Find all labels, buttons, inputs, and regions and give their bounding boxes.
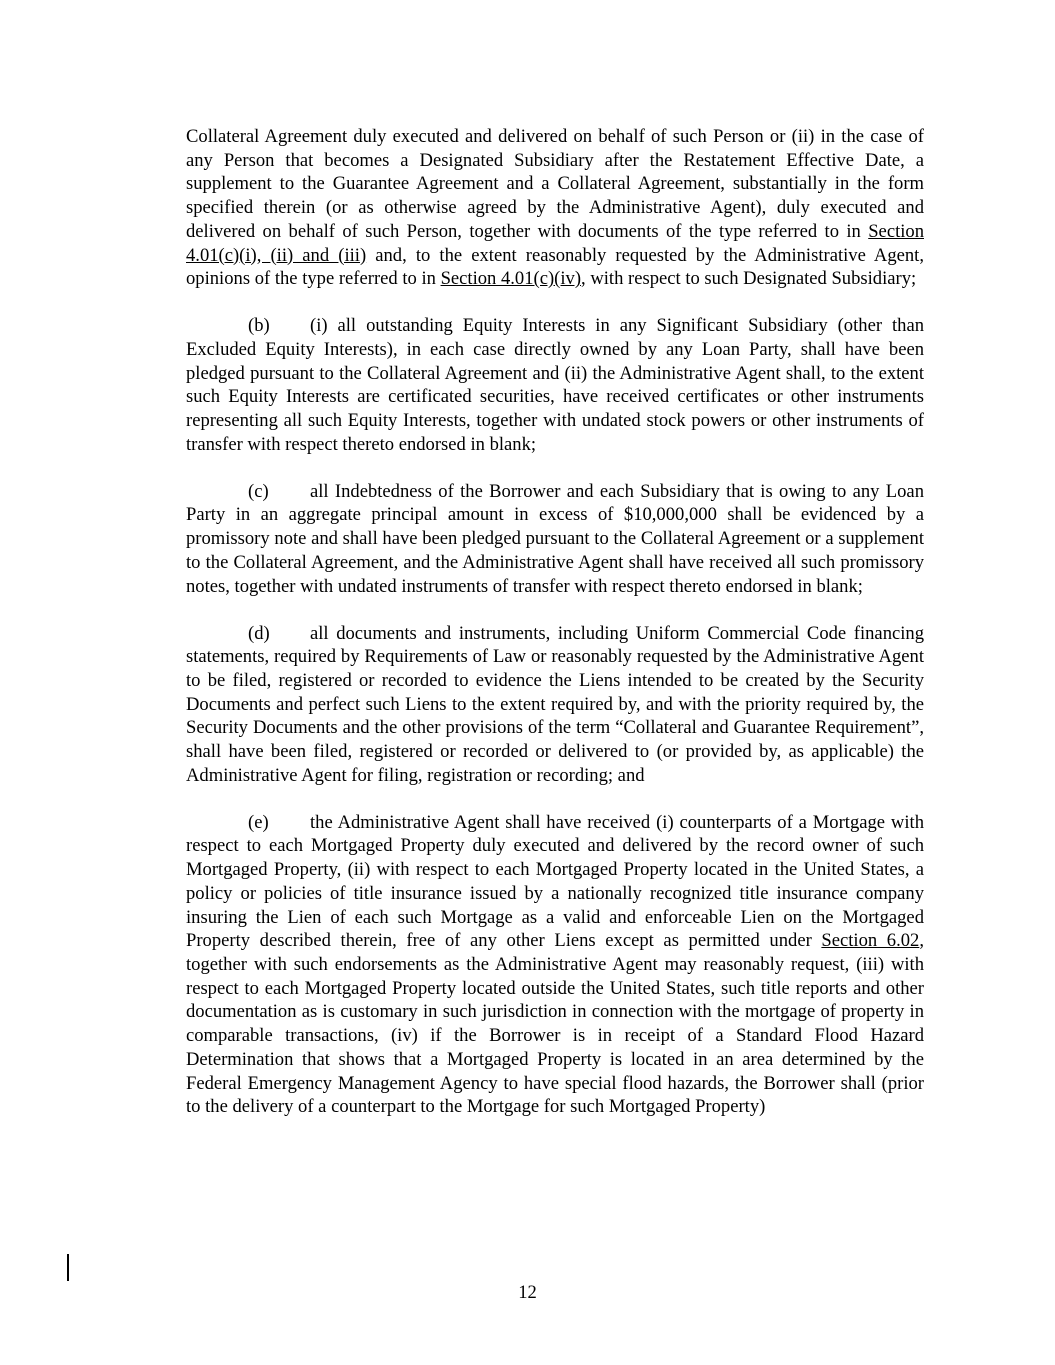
clause-paragraph — [186, 811, 924, 1119]
clause-label: (c) — [248, 480, 269, 502]
section-reference: Section 6.02 — [821, 930, 920, 952]
paragraph-text: (i) all outstanding Equity Interests in any Significant Subsidiary (other than Excluded Equity Interests), in each case directly owned by any Loan Party, shall have been pledged pursuant to the Collateral Agreement and (ii) the Administrative Agent shall, to the extent such Equity Interests are certificated securities, have received certificates or other instruments representing all such Equity Interests, together with undated stock powers or other instruments of transfer with respect thereto endorsed in blank; — [186, 315, 924, 455]
continuation-paragraph — [186, 125, 924, 291]
paragraph-text: , with respect to such Designated Subsidiary; — [581, 268, 917, 290]
body-text — [186, 125, 924, 1119]
paragraph-text: all Indebtedness of the Borrower and each Subsidiary that is owing to any Loan Party in an aggregate principal amount in excess of $10,000,000 shall be evidenced by a promissory note and shall have been pledged pursuant to the Collateral Agreement or a supplement to the Collateral Agreement, and the Administrative Agent shall have received all such promissory notes, together with undated instruments of transfer with respect thereto endorsed in blank; — [186, 480, 924, 597]
section-reference: Section 4.01(c)(i), (ii) and (iii) — [186, 220, 924, 266]
clause-label: (b) — [248, 315, 270, 337]
paragraph-text: Collateral Agreement duly executed and delivered on behalf of such Person or (ii) in the case of any Person that becomes a Designated Subsidiary after the Restatement Effective Date, a supplement to the Guarantee Agreement and a Collateral Agreement, substantially in the form specified therein (or as otherwise agreed by the Administrative Agent), duly executed and delivered on behalf of such Person, together with documents of the type referred to in — [186, 126, 924, 242]
clause-paragraph — [186, 622, 924, 788]
revision-change-bar — [67, 1254, 69, 1281]
paragraph-text: , together with such endorsements as the Administrative Agent may reasonably request, (iii) with respect to each Mortgaged Property located outside the United States, such title reports and other documentation as is customary in such jurisdiction in connection with the mortgage of property in comparable transactions, (iv) if the Borrower is in receipt of a Standard Flood Hazard Determination that shows that a Mortgaged Property is located in an area determined by the Federal Emergency Management Agency to have special flood hazards, the Borrower shall (prior to the delivery of a counterpart to the Mortgage for such Mortgaged Property) — [186, 930, 924, 1118]
clause-label: (e) — [248, 811, 269, 833]
paragraph-text: all documents and instruments, including Uniform Commercial Code financing statements, required by Requirements of Law or reasonably requested by the Administrative Agent to be filed, registered or recorded to evidence the Liens intended to be created by the Security Documents and perfect such Liens to the extent required by, and with the priority required by, the Security Documents and the other provisions of the term “Collateral and Guarantee Requirement”, shall have been filed, registered or recorded or delivered to (or provided by, as applicable) the Administrative Agent for filing, registration or recording; and — [186, 622, 924, 786]
paragraph-text: the Administrative Agent shall have received (i) counterparts of a Mortgage with respect to each Mortgaged Property duly executed and delivered by the record owner of such Mortgaged Property, (ii) with respect to each Mortgaged Property located in the United States, a policy or policies of title insurance issued by a nationally recognized title insurance company insuring the Lien of each such Mortgage as a valid and enforceable Lien on the Mortgaged Property described therein, free of any other Liens except as permitted under — [186, 811, 924, 952]
clause-paragraph — [186, 480, 924, 599]
clause-paragraph — [186, 314, 924, 456]
paragraph-text: and, to the extent reasonably requested by the Administrative Agent, opinions of the type referred to in — [186, 244, 924, 290]
clause-label: (d) — [248, 622, 270, 644]
section-reference: Section 4.01(c)(iv) — [440, 268, 582, 290]
page-number: 12 — [518, 1282, 537, 1303]
